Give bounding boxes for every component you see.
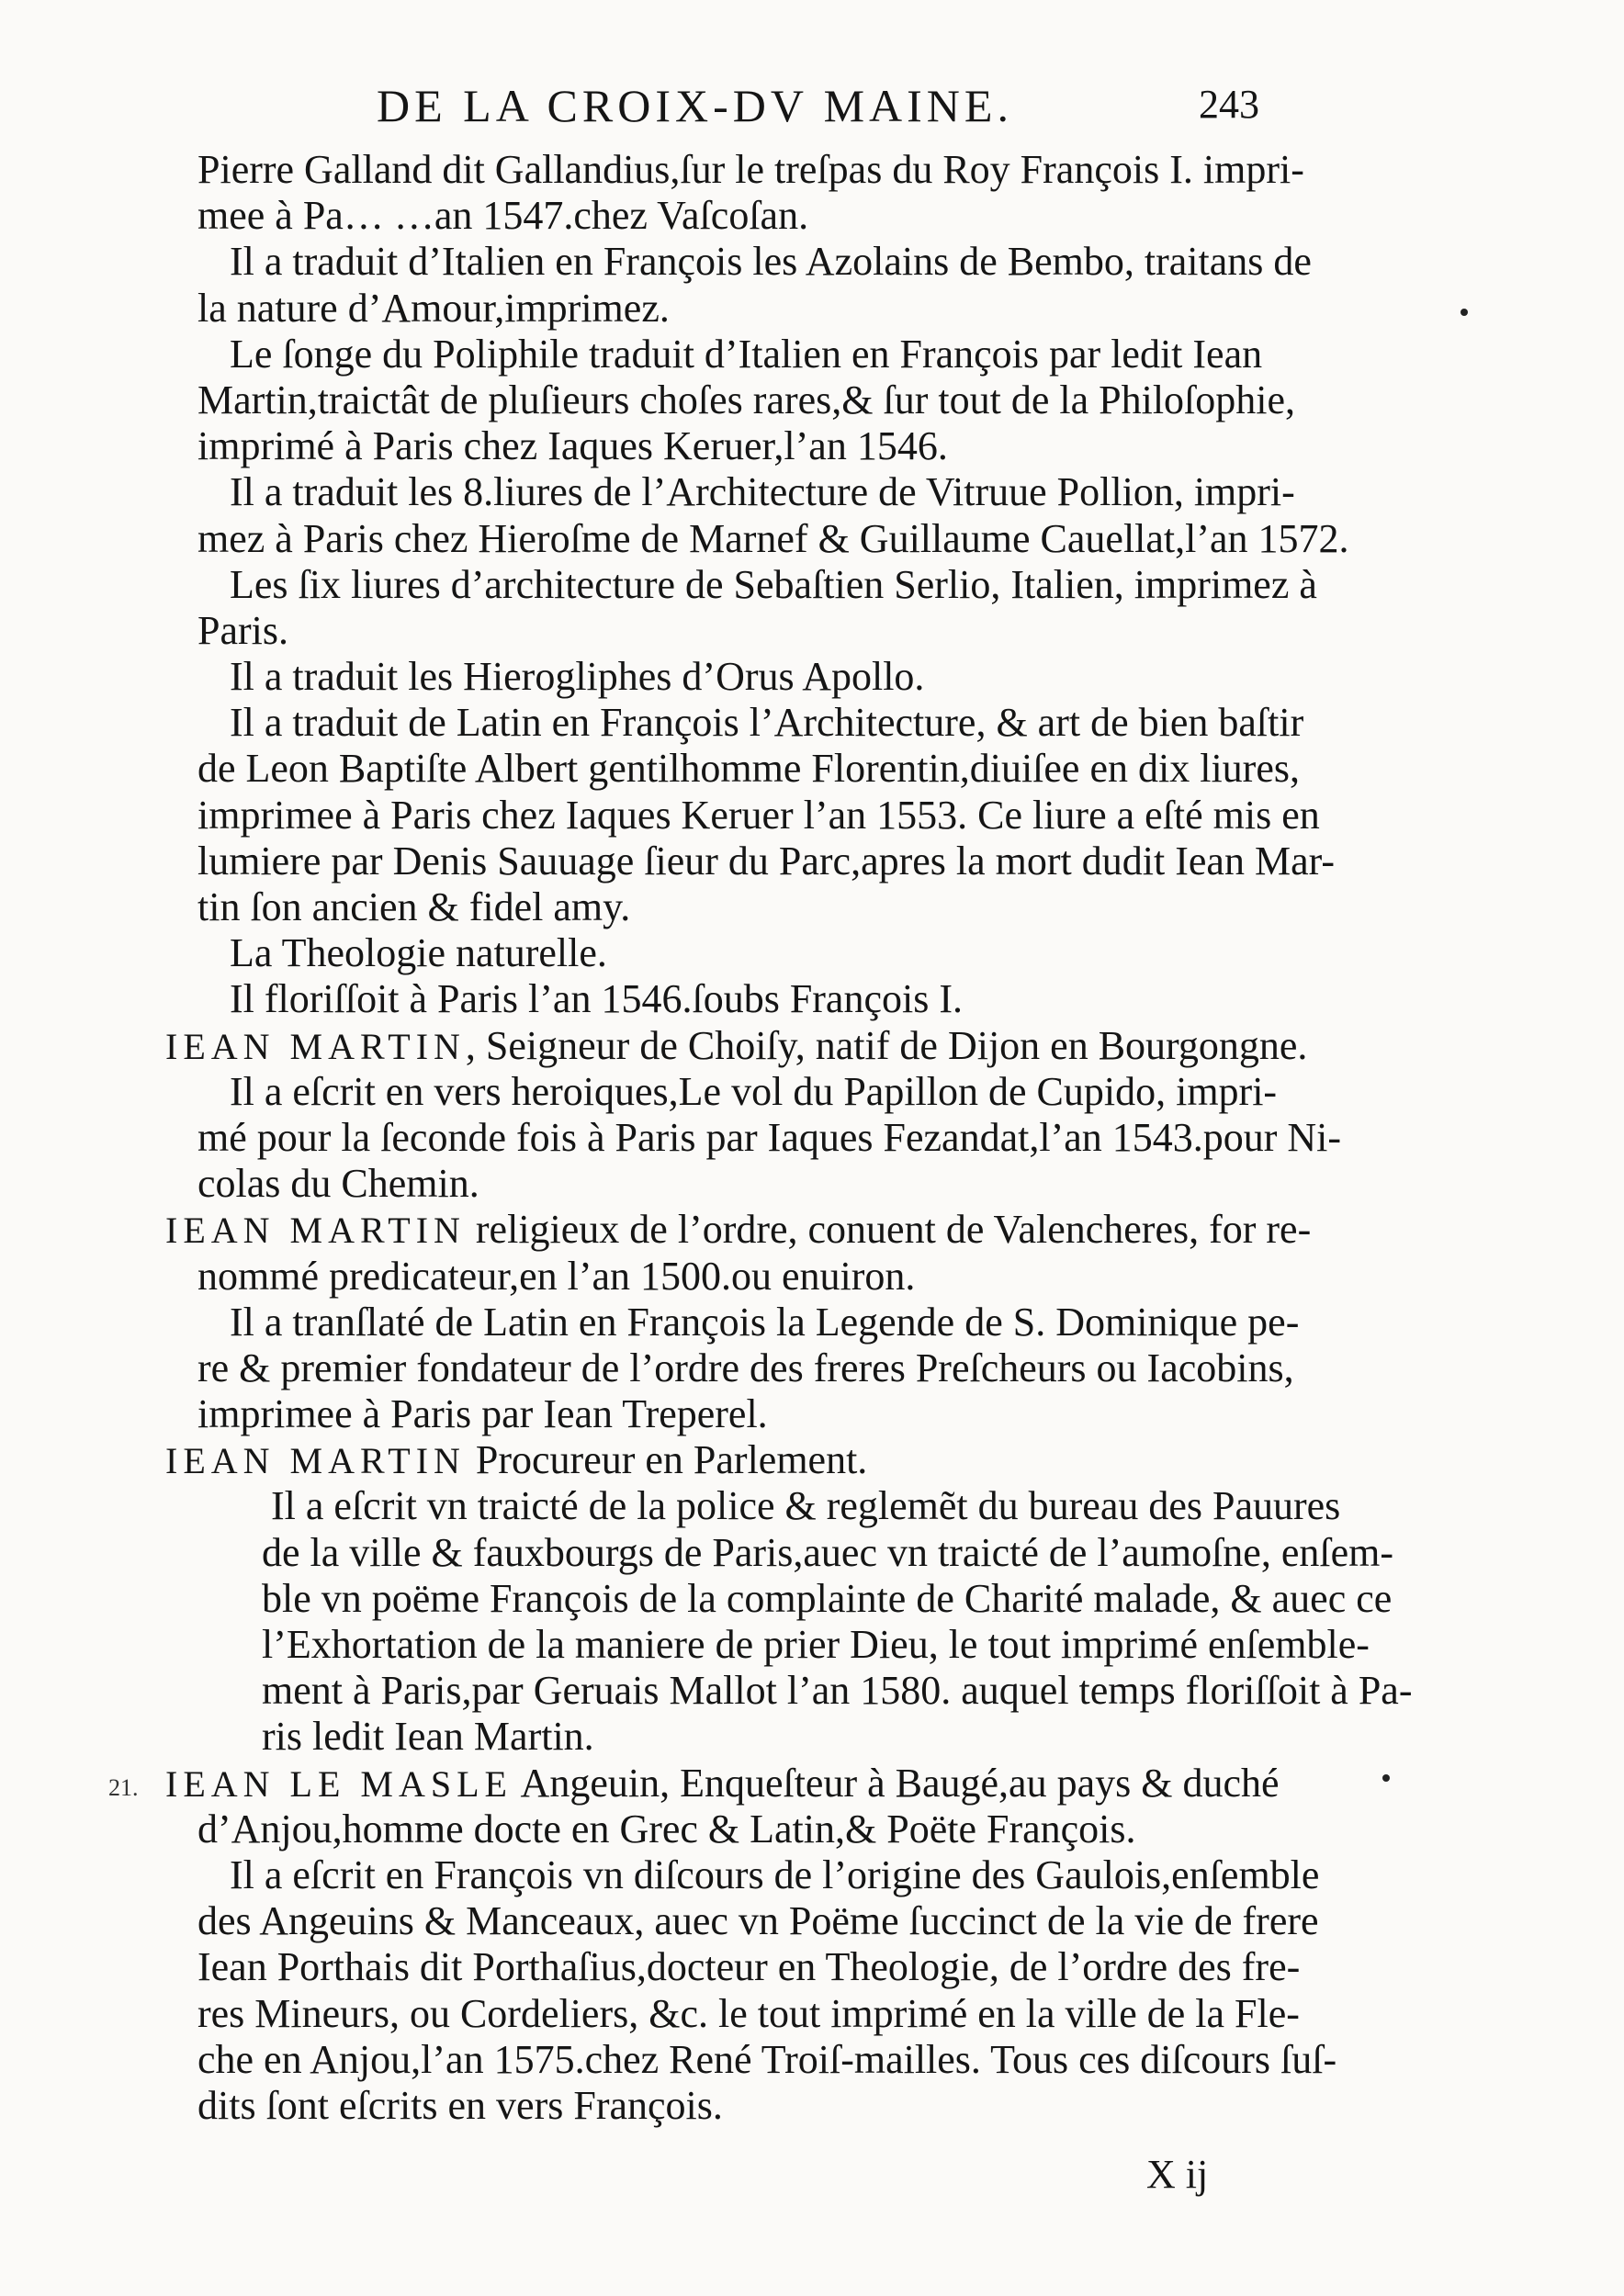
text-line (165, 469, 1332, 515)
line-text: ris ledit Iean Martin. (262, 1714, 594, 1760)
line-text: lumiere par Denis Sauuage ſieur du Parc,apres la mort dudit Iean Mar- (197, 838, 1336, 884)
text-line (165, 1991, 1332, 2037)
ink-speck (1460, 309, 1468, 316)
text-line (165, 1575, 1393, 1622)
text-line (165, 377, 1332, 423)
line-text: re & premier fondateur de l’ordre des freres Preſcheurs ou Iacobins, (197, 1345, 1294, 1390)
text-line (165, 1714, 1332, 1760)
text-line (165, 1806, 1332, 1852)
text-line (165, 1944, 1332, 1990)
line-text: Paris. (197, 607, 288, 653)
line-text: ment à Paris,par Geruais Mallot l’an 1580. auquel temps floriſſoit à Pa- (262, 1668, 1413, 1714)
text-line (165, 1069, 1332, 1115)
text-line (165, 332, 1332, 377)
author-name: IEAN LE MASLE (165, 1762, 513, 1805)
text-line (165, 976, 1332, 1022)
line-text: imprimee à Paris chez Iaques Keruer l’an 1553. Ce liure a eſté mis en (197, 792, 1320, 838)
text-line (165, 1114, 1342, 1161)
line-text: Le ſonge du Poliphile traduit d’Italien en François par ledit Iean (230, 331, 1263, 377)
text-line (165, 930, 1332, 976)
text-line (165, 838, 1336, 884)
line-text: mez à Paris chez Hieroſme de Marnef & Guillaume Cauellat,l’an 1572. (197, 515, 1349, 561)
line-text: imprimee à Paris par Iean Treperel. (197, 1391, 768, 1437)
text-line (165, 1345, 1332, 1391)
line-text: religieux de l’ordre, conuent de Valencheres, for re- (465, 1207, 1312, 1253)
running-title: DE LA CROIX-DV MAINE. (377, 80, 1013, 131)
text-line (165, 700, 1332, 746)
text-line (165, 2036, 1337, 2083)
text-line (165, 608, 1332, 654)
text-line (165, 1161, 1332, 1207)
author-name: IEAN MARTIN (165, 1210, 466, 1252)
text-line (165, 515, 1349, 562)
text-line (165, 1622, 1370, 1668)
line-text: nommé predicateur,en l’an 1500.ou enuiron. (197, 1253, 916, 1299)
text-line (165, 793, 1332, 838)
entry-heading-line (165, 1023, 1332, 1069)
text-line (165, 1483, 1341, 1529)
line-text: Il a traduit les 8.liures de l’Architecture de Vitruue Pollion, impri- (230, 469, 1295, 515)
line-text: la nature d’Amour,imprimez. (197, 285, 670, 331)
line-text: Procureur en Parlement. (465, 1437, 868, 1483)
line-text: Iean Porthais dit Porthaſius,docteur en Theologie, de l’ordre des fre- (197, 1944, 1301, 1990)
line-text: res Mineurs, ou Cordeliers, &c. le tout imprimé en la ville de la Fle- (197, 1990, 1300, 2036)
text-line (165, 193, 1332, 239)
line-text: Il a eſcrit vn traicté de la police & reglemẽt du bureau des Pauures (271, 1483, 1341, 1529)
line-text: che en Anjou,l’an 1575.chez René Troiſ-mailles. Tous ces diſcours ſuſ- (197, 2036, 1337, 2082)
text-line (165, 1254, 1332, 1300)
text-line (165, 147, 1332, 193)
line-text: Il a traduit d’Italien en François les Azolains de Bembo, traitans de (230, 239, 1312, 285)
text-line (165, 1391, 1332, 1437)
line-text: mee à Pa… …an 1547.chez Vaſcoſan. (197, 193, 809, 239)
line-text: Il a tranſlaté de Latin en François la Legende de S. Dominique pe- (230, 1299, 1300, 1345)
body-text (165, 147, 1413, 2129)
line-text: Il a traduit de Latin en François l’Architecture, & art de bien baſtir (230, 700, 1304, 746)
signature-mark: X ij (1146, 2152, 1209, 2197)
line-text: Martin,traictât de pluſieurs choſes rares,& ſur tout de la Philoſophie, (197, 377, 1296, 422)
line-text: de la ville & fauxbourgs de Paris,auec vn traicté de l’aumoſne, enſem- (262, 1529, 1393, 1575)
line-text: de Leon Baptiſte Albert gentilhomme Florentin,diuiſee en dix liures, (197, 746, 1300, 792)
page-number: 243 (1199, 82, 1259, 127)
line-text: Angeuin, Enqueſteur à Baugé,au pays & duché (512, 1760, 1280, 1806)
line-text: Pierre Galland dit Gallandius,ſur le treſpas du Roy François I. impri- (197, 147, 1304, 192)
text-line (165, 2083, 1332, 2129)
line-text: mé pour la ſeconde fois à Paris par Iaques Fezandat,l’an 1543.pour Ni- (197, 1114, 1342, 1160)
line-text: Il a eſcrit en François vn diſcours de l’origine des Gaulois,enſemble (230, 1851, 1320, 1897)
text-line (165, 1668, 1413, 1714)
author-name: IEAN MARTIN (165, 1440, 466, 1482)
entry-heading-line (165, 1207, 1332, 1253)
text-line (165, 884, 1332, 930)
text-line (165, 746, 1332, 792)
text-line (165, 1852, 1332, 1898)
page-header (0, 79, 1624, 143)
line-text: dits ſont eſcrits en vers François. (197, 2082, 723, 2128)
entry-heading-line (165, 1761, 1332, 1806)
line-text: l’Exhortation de la maniere de prier Dieu, le tout imprimé enſemble- (262, 1622, 1370, 1667)
entry-heading-line (165, 1437, 1332, 1483)
line-text: , Seigneur de Choiſy, natif de Dijon en Bourgongne. (465, 1022, 1308, 1068)
line-text: colas du Chemin. (197, 1161, 479, 1207)
text-line (165, 423, 1332, 469)
margin-note: 21. (108, 1774, 139, 1801)
line-text: Il a eſcrit en vers heroiques,Le vol du Papillon de Cupido, impri- (230, 1068, 1278, 1114)
line-text: La Theologie naturelle. (230, 930, 607, 976)
text-line (165, 654, 1332, 700)
text-line (165, 1300, 1332, 1345)
text-line (165, 286, 1332, 332)
line-text: imprimé à Paris chez Iaques Keruer,l’an 1546. (197, 423, 948, 469)
line-text: d’Anjou,homme docte en Grec & Latin,& Poëte François. (197, 1806, 1136, 1851)
line-text: tin ſon ancien & fidel amy. (197, 884, 631, 929)
line-text: Les ſix liures d’architecture de Sebaſtien Serlio, Italien, imprimez à (230, 561, 1317, 607)
line-text: ble vn poëme François de la complainte de Charité malade, & auec ce (262, 1575, 1393, 1621)
ink-speck (1382, 1774, 1390, 1782)
text-line (165, 239, 1332, 285)
line-text: Il floriſſoit à Paris l’an 1546.ſoubs François I. (230, 976, 963, 1022)
text-line (165, 1898, 1332, 1944)
line-text: Il a traduit les Hierogliphes d’Orus Apollo. (230, 654, 925, 700)
text-line (165, 1529, 1393, 1576)
author-name: IEAN MARTIN (165, 1025, 466, 1067)
text-line (165, 562, 1332, 608)
line-text: des Angeuins & Manceaux, auec vn Poëme ſuccinct de la vie de frere (197, 1898, 1319, 1944)
